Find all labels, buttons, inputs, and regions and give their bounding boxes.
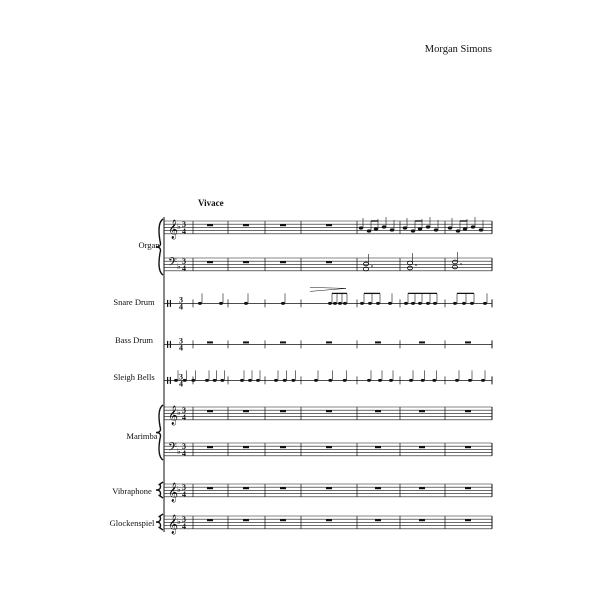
vibraphone-brace	[156, 482, 163, 498]
whole-rest	[243, 519, 249, 521]
time-signature-denominator: 4	[182, 490, 186, 500]
note-head	[359, 226, 363, 229]
whole-rest	[465, 446, 471, 448]
note-head	[367, 379, 371, 382]
time-signature-denominator: 4	[179, 379, 183, 389]
whole-rest	[280, 446, 286, 448]
whole-rest	[419, 410, 425, 412]
percussion-clef-icon	[170, 341, 171, 348]
note-head	[183, 379, 187, 382]
flat-sign-icon: ♭	[177, 408, 181, 417]
note-head	[367, 229, 371, 232]
note-head	[455, 379, 459, 382]
whole-rest	[419, 519, 425, 521]
note-head	[240, 379, 244, 382]
note-head	[388, 302, 392, 305]
flat-sign-icon: ♭	[177, 262, 181, 271]
percussion-clef-icon	[170, 377, 171, 384]
note-head	[471, 225, 475, 228]
whole-rest	[375, 487, 381, 489]
note-head	[452, 265, 457, 269]
glockenspiel-brace	[156, 514, 163, 530]
note-head	[220, 379, 224, 382]
treble-clef-icon: 𝄞	[168, 405, 179, 425]
whole-rest	[207, 224, 213, 226]
time-signature-numerator: 3	[182, 515, 186, 525]
note-head	[333, 302, 337, 305]
whole-rest	[280, 519, 286, 521]
whole-rest	[465, 519, 471, 521]
note-head	[390, 228, 394, 231]
note-head	[338, 302, 342, 305]
percussion-clef-icon	[170, 300, 171, 307]
whole-rest	[326, 410, 332, 412]
note-head	[448, 226, 452, 229]
note-head	[409, 379, 413, 382]
whole-rest	[280, 224, 286, 226]
time-signature-denominator: 4	[182, 413, 186, 423]
whole-rest	[419, 446, 425, 448]
time-signature-denominator: 4	[182, 522, 186, 532]
augmentation-dot	[415, 264, 417, 266]
note-head	[281, 302, 285, 305]
whole-rest	[280, 261, 286, 263]
augmentation-dot	[460, 263, 462, 265]
time-signature-numerator: 3	[182, 483, 186, 493]
note-head	[481, 379, 485, 382]
time-signature-denominator: 4	[179, 343, 183, 353]
flat-sign-icon: ♭	[177, 222, 181, 231]
note-head	[434, 228, 438, 231]
note-head	[403, 226, 407, 229]
note-head	[248, 379, 252, 382]
crescendo-hairpin	[310, 287, 346, 291]
note-head	[314, 379, 318, 382]
whole-rest	[243, 261, 249, 263]
time-signature-numerator: 3	[179, 336, 183, 346]
whole-rest	[326, 341, 332, 343]
note-head	[213, 379, 217, 382]
whole-rest	[465, 410, 471, 412]
note-head	[256, 379, 260, 382]
note-head	[452, 260, 457, 264]
flat-sign-icon: ♭	[177, 485, 181, 494]
whole-rest	[207, 519, 213, 521]
note-head	[343, 379, 347, 382]
whole-rest	[419, 341, 425, 343]
staff-lines-layer	[156, 217, 492, 535]
note-head	[376, 302, 380, 305]
note-head	[374, 227, 378, 230]
composer-name: Morgan Simons	[424, 44, 492, 55]
treble-clef-icon: 𝄞	[168, 514, 179, 534]
time-signature-numerator: 3	[182, 442, 186, 452]
note-head	[291, 379, 295, 382]
flat-sign-icon: ♭	[177, 517, 181, 526]
time-signature-numerator: 3	[179, 295, 183, 305]
note-head	[411, 229, 415, 232]
time-signature-denominator: 4	[182, 449, 186, 459]
time-signature-numerator: 3	[182, 406, 186, 416]
note-head	[453, 302, 457, 305]
treble-clef-icon: 𝄞	[168, 482, 179, 502]
whole-rest	[207, 341, 213, 343]
instrument-label-glockenspiel: Glockenspiel	[109, 518, 155, 528]
whole-rest	[326, 261, 332, 263]
note-head	[432, 379, 436, 382]
note-head	[205, 379, 209, 382]
instrument-label-organ: Organ	[138, 240, 160, 250]
whole-rest	[207, 261, 213, 263]
whole-rest	[243, 341, 249, 343]
time-signature-numerator: 3	[182, 257, 186, 267]
note-head	[411, 302, 415, 305]
note-head	[407, 266, 412, 270]
note-head	[468, 379, 472, 382]
whole-rest	[243, 224, 249, 226]
note-head	[389, 379, 393, 382]
whole-rest	[375, 446, 381, 448]
note-head	[328, 379, 332, 382]
note-head	[343, 302, 347, 305]
note-head	[368, 302, 372, 305]
whole-rest	[280, 341, 286, 343]
note-head	[274, 379, 278, 382]
whole-rest	[375, 410, 381, 412]
time-signature-denominator: 4	[179, 302, 183, 312]
note-head	[244, 302, 248, 305]
note-head	[382, 225, 386, 228]
note-head	[456, 229, 460, 232]
instrument-label-vibraphone: Vibraphone	[112, 486, 152, 496]
note-head	[418, 302, 422, 305]
note-head	[198, 302, 202, 305]
treble-clef-icon: 𝄞	[168, 219, 179, 239]
instrument-label-bass-drum: Bass Drum	[114, 335, 154, 345]
whole-rest	[326, 519, 332, 521]
time-signature-denominator: 4	[182, 264, 186, 274]
note-head	[470, 302, 474, 305]
whole-rest	[280, 487, 286, 489]
note-head	[219, 302, 223, 305]
note-head	[328, 302, 332, 305]
whole-rest	[326, 487, 332, 489]
note-head	[191, 379, 195, 382]
percussion-clef-icon	[167, 341, 168, 348]
whole-rest	[465, 487, 471, 489]
whole-rest	[243, 446, 249, 448]
note-head	[426, 302, 430, 305]
whole-rest	[207, 487, 213, 489]
instrument-label-sleigh-bells: Sleigh Bells	[113, 372, 155, 382]
whole-rest	[326, 224, 332, 226]
note-head	[378, 379, 382, 382]
note-head	[404, 302, 408, 305]
percussion-clef-icon	[167, 300, 168, 307]
whole-rest	[326, 446, 332, 448]
bass-clef-icon: 𝄢	[168, 442, 178, 457]
whole-rest	[243, 487, 249, 489]
whole-rest	[280, 410, 286, 412]
whole-rest	[375, 519, 381, 521]
instrument-label-marimba: Marimba	[126, 431, 158, 441]
note-head	[463, 227, 467, 230]
whole-rest	[243, 410, 249, 412]
time-signature-numerator: 3	[179, 372, 183, 382]
whole-rest	[207, 446, 213, 448]
augmentation-dot	[371, 265, 373, 267]
note-head	[479, 228, 483, 231]
instrument-label-snare-drum: Snare Drum	[113, 297, 155, 307]
note-head	[462, 302, 466, 305]
note-head	[283, 379, 287, 382]
time-signature-numerator: 3	[182, 220, 186, 230]
note-head	[483, 302, 487, 305]
note-head	[426, 225, 430, 228]
tempo-marking: Vivace	[198, 198, 224, 208]
time-signature-denominator: 4	[182, 227, 186, 237]
bass-clef-icon: 𝄢	[168, 257, 178, 272]
whole-rest	[207, 410, 213, 412]
whole-rest	[465, 341, 471, 343]
whole-rest	[419, 487, 425, 489]
note-head	[360, 302, 364, 305]
whole-rest	[375, 341, 381, 343]
note-head	[363, 262, 368, 266]
flat-sign-icon: ♭	[177, 447, 181, 456]
note-head	[418, 227, 422, 230]
percussion-clef-icon	[167, 377, 168, 384]
note-head	[174, 379, 178, 382]
note-head	[433, 302, 437, 305]
note-head	[421, 379, 425, 382]
